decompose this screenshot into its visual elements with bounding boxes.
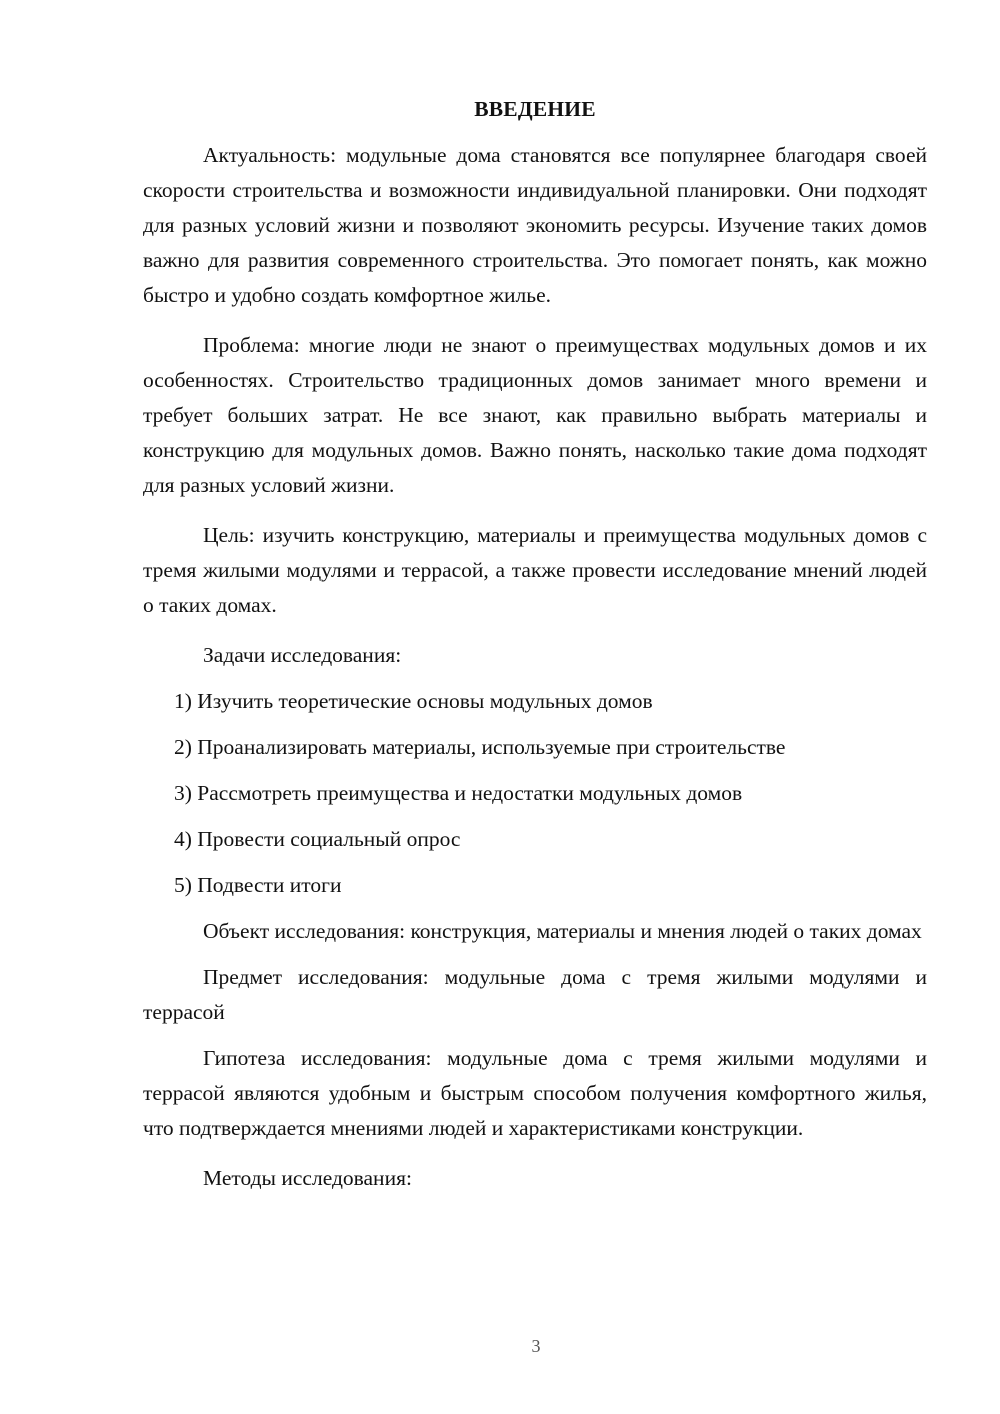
list-item: 2) Проанализировать материалы, используемые при строительстве: [174, 735, 786, 759]
section-title: ВВЕДЕНИЕ: [474, 97, 596, 121]
list-item: 3) Рассмотреть преимущества и недостатки модульных домов: [174, 781, 743, 805]
paragraph-subject: Предмет исследования: модульные дома с тремя жилыми модулями и террасой: [143, 965, 927, 1024]
methods-heading: Методы исследования:: [203, 1166, 412, 1190]
paragraph-relevance: Актуальность: модульные дома становятся все популярнее благодаря своей скорости строительства и возможности индивидуальной планировки. Они подходят для разных условий жизни и позволяют экономить ресурсы. Изучение таких домов важно для развития современного строительства. Это помогает понять, как можно быстро и удобно создать комфортное жилье.: [143, 143, 927, 307]
tasks-list: [143, 684, 927, 903]
list-item: 5) Подвести итоги: [174, 873, 342, 897]
list-item: 4) Провести социальный опрос: [174, 827, 461, 851]
document-body: [143, 92, 927, 1196]
tasks-heading: Задачи исследования:: [203, 643, 402, 667]
paragraph-hypothesis: Гипотеза исследования: модульные дома с тремя жилыми модулями и террасой являются удобным и быстрым способом получения комфортного жилья, что подтверждается мнениями людей и характеристиками конструкции.: [143, 1046, 927, 1140]
list-item: 1) Изучить теоретические основы модульных домов: [174, 689, 653, 713]
page-number: 3: [531, 1336, 541, 1356]
paragraph-object: Объект исследования: конструкция, материалы и мнения людей о таких домах: [203, 919, 922, 943]
paragraph-problem: Проблема: многие люди не знают о преимуществах модульных домов и их особенностях. Строительство традиционных домов занимает много времени и требует больших затрат. Не все знают, как правильно выбрать материалы и конструкцию для модульных домов. Важно понять, насколько такие дома подходят для разных условий жизни.: [143, 333, 927, 497]
paragraph-goal: Цель: изучить конструкцию, материалы и преимущества модульных домов с тремя жилыми модулями и террасой, а также провести исследование мнений людей о таких домах.: [143, 523, 927, 617]
